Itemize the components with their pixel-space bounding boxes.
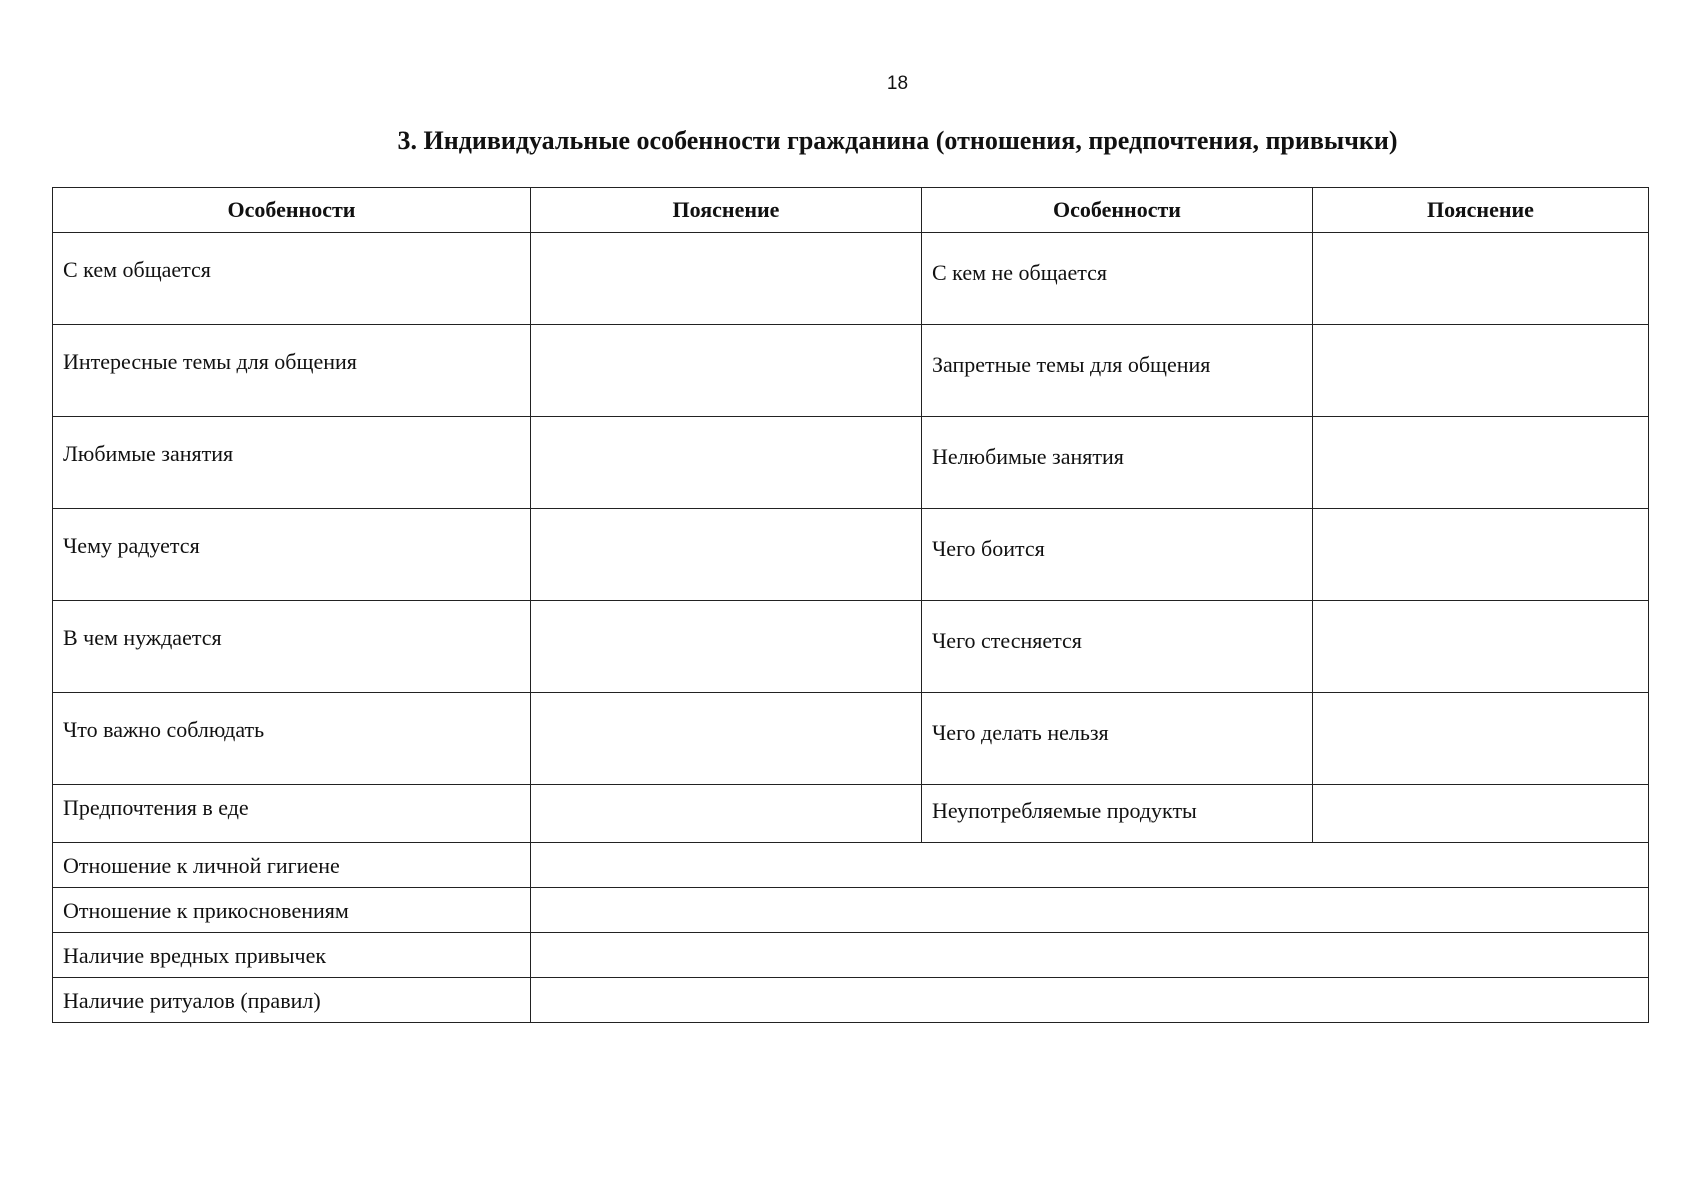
explanation-cell[interactable] (1313, 785, 1649, 843)
page-number: 18 (886, 73, 909, 94)
feature-label: Неупотребляемые продукты (922, 785, 1313, 843)
explanation-cell[interactable] (531, 785, 922, 843)
explanation-cell[interactable] (1313, 325, 1649, 417)
table-row (53, 601, 1649, 693)
explanation-cell[interactable] (1313, 417, 1649, 509)
feature-label: В чем нуждается (53, 601, 531, 693)
feature-label: Отношение к личной гигиене (53, 843, 531, 888)
explanation-cell-wide[interactable] (531, 843, 1649, 888)
table-row (53, 888, 1649, 933)
table-header-row (53, 188, 1649, 233)
explanation-cell[interactable] (531, 325, 922, 417)
header-features-right: Особенности (922, 188, 1313, 233)
explanation-cell[interactable] (531, 693, 922, 785)
explanation-cell[interactable] (1313, 509, 1649, 601)
feature-label: Интересные темы для общения (53, 325, 531, 417)
header-explanation-left: Пояснение (531, 188, 922, 233)
table-row (53, 933, 1649, 978)
table-row (53, 233, 1649, 325)
explanation-cell-wide[interactable] (531, 978, 1649, 1023)
feature-label: Любимые занятия (53, 417, 531, 509)
explanation-cell[interactable] (531, 601, 922, 693)
feature-label: Чему радуется (53, 509, 531, 601)
feature-label: Отношение к прикосновениям (53, 888, 531, 933)
feature-label: Предпочтения в еде (53, 785, 531, 843)
feature-label: Наличие ритуалов (правил) (53, 978, 531, 1023)
explanation-cell[interactable] (531, 509, 922, 601)
table-row (53, 325, 1649, 417)
explanation-cell[interactable] (1313, 601, 1649, 693)
feature-label: Нелюбимые занятия (922, 417, 1313, 509)
feature-label: Наличие вредных привычек (53, 933, 531, 978)
feature-label: Чего боится (922, 509, 1313, 601)
individual-features-table (52, 187, 1649, 1023)
header-features-left: Особенности (53, 188, 531, 233)
explanation-cell[interactable] (1313, 693, 1649, 785)
table-row (53, 417, 1649, 509)
feature-label: Запретные темы для общения (922, 325, 1313, 417)
explanation-cell-wide[interactable] (531, 933, 1649, 978)
header-explanation-right: Пояснение (1313, 188, 1649, 233)
feature-label: Чего делать нельзя (922, 693, 1313, 785)
explanation-cell-wide[interactable] (531, 888, 1649, 933)
table-row (53, 785, 1649, 843)
feature-label: Чего стесняется (922, 601, 1313, 693)
table-row (53, 509, 1649, 601)
explanation-cell[interactable] (1313, 233, 1649, 325)
table-row (53, 693, 1649, 785)
feature-label: С кем не общается (922, 233, 1313, 325)
feature-label: Что важно соблюдать (53, 693, 531, 785)
feature-label: С кем общается (53, 233, 531, 325)
explanation-cell[interactable] (531, 417, 922, 509)
table-row (53, 843, 1649, 888)
explanation-cell[interactable] (531, 233, 922, 325)
section-heading: 3. Индивидуальные особенности гражданина (отношения, предпочтения, привычки) (397, 126, 1398, 155)
table-row (53, 978, 1649, 1023)
